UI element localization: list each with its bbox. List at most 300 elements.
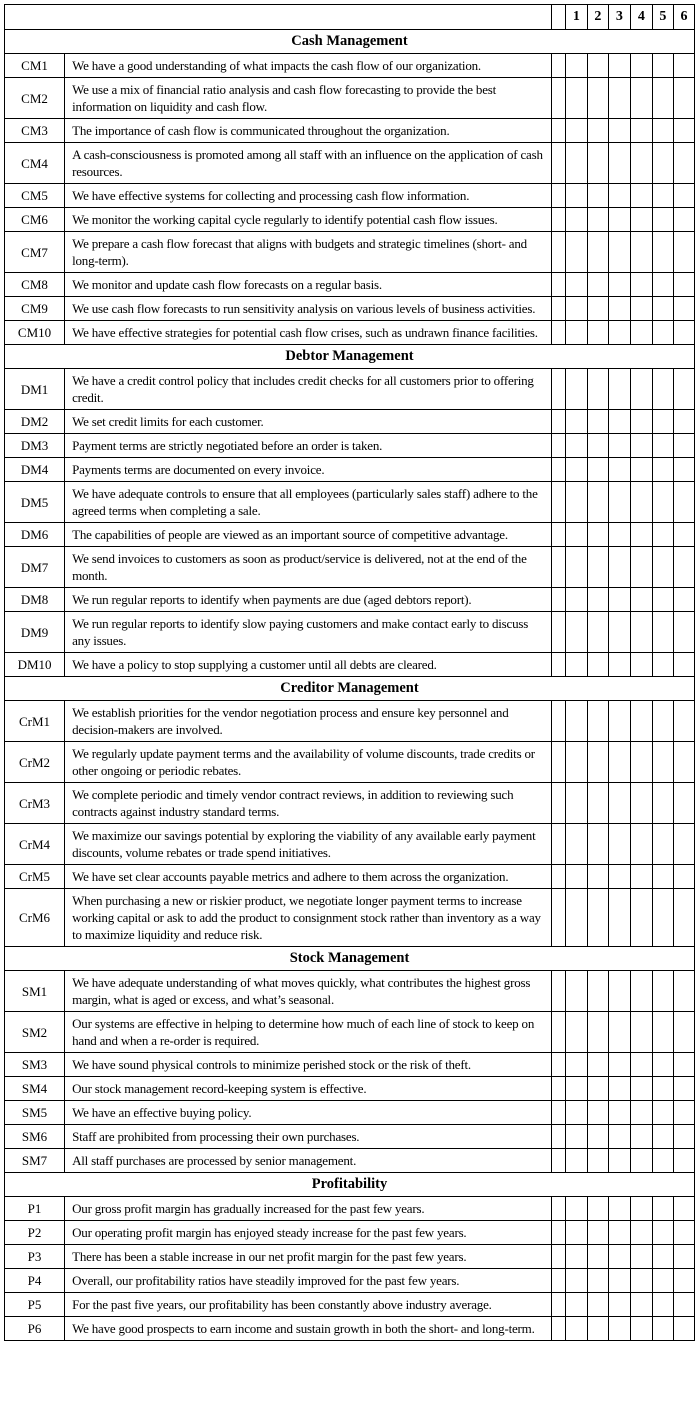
gap-cell [551,321,565,345]
item-statement: We use a mix of financial ratio analysis and cash flow forecasting to provide the best information on liquidity and cash flow. [65,78,552,119]
rating-cell-4[interactable] [630,1317,652,1341]
rating-cell-3[interactable] [608,54,630,78]
rating-cell-4[interactable] [630,588,652,612]
rating-cell-2[interactable] [587,232,608,273]
gap-cell [551,547,565,588]
rating-cell-4[interactable] [630,434,652,458]
rating-cell-1[interactable] [565,321,587,345]
rating-cell-5[interactable] [652,297,673,321]
rating-cell-2[interactable] [587,547,608,588]
rating-cell-4[interactable] [630,184,652,208]
rating-cell-3[interactable] [608,1077,630,1101]
rating-cell-3[interactable] [608,971,630,1012]
rating-cell-3[interactable] [608,482,630,523]
rating-cell-3[interactable] [608,1293,630,1317]
rating-cell-1[interactable] [565,653,587,677]
rating-cell-5[interactable] [652,1245,673,1269]
rating-cell-4[interactable] [630,889,652,947]
rating-cell-1[interactable] [565,119,587,143]
gap-cell [551,824,565,865]
rating-cell-4[interactable] [630,612,652,653]
gap-cell [551,369,565,410]
item-code: CM5 [5,184,65,208]
table-row [5,297,695,321]
rating-cell-2[interactable] [587,184,608,208]
gap-cell [551,612,565,653]
rating-cell-5[interactable] [652,143,673,184]
rating-cell-2[interactable] [587,321,608,345]
rating-cell-6[interactable] [673,1317,694,1341]
item-statement: Our systems are effective in helping to determine how much of each line of stock to keep on hand and when a re-order is required. [65,1012,552,1053]
rating-cell-3[interactable] [608,1125,630,1149]
gap-cell [551,482,565,523]
rating-cell-4[interactable] [630,1293,652,1317]
rating-cell-6[interactable] [673,1077,694,1101]
rating-cell-3[interactable] [608,612,630,653]
item-code: CM8 [5,273,65,297]
rating-cell-6[interactable] [673,273,694,297]
rating-cell-4[interactable] [630,742,652,783]
rating-cell-1[interactable] [565,1125,587,1149]
section-row [5,677,695,701]
rating-cell-6[interactable] [673,1269,694,1293]
rating-cell-3[interactable] [608,1197,630,1221]
rating-cell-3[interactable] [608,458,630,482]
rating-cell-4[interactable] [630,1012,652,1053]
rating-cell-6[interactable] [673,523,694,547]
rating-cell-5[interactable] [652,653,673,677]
rating-cell-2[interactable] [587,458,608,482]
item-statement: Overall, our profitability ratios have steadily improved for the past few years. [65,1269,552,1293]
rating-cell-1[interactable] [565,824,587,865]
rating-cell-4[interactable] [630,1221,652,1245]
section-title: Debtor Management [5,345,695,369]
rating-cell-3[interactable] [608,1269,630,1293]
rating-cell-2[interactable] [587,971,608,1012]
rating-cell-3[interactable] [608,119,630,143]
rating-cell-1[interactable] [565,1269,587,1293]
rating-cell-5[interactable] [652,78,673,119]
rating-cell-1[interactable] [565,1077,587,1101]
rating-cell-4[interactable] [630,78,652,119]
rating-cell-5[interactable] [652,458,673,482]
rating-cell-4[interactable] [630,458,652,482]
rating-cell-1[interactable] [565,1012,587,1053]
rating-cell-3[interactable] [608,547,630,588]
header-empty-cell [5,5,552,30]
rating-cell-5[interactable] [652,783,673,824]
item-statement: We monitor the working capital cycle regularly to identify potential cash flow issues. [65,208,552,232]
rating-cell-5[interactable] [652,208,673,232]
rating-cell-6[interactable] [673,1125,694,1149]
rating-cell-1[interactable] [565,369,587,410]
rating-cell-1[interactable] [565,1317,587,1341]
rating-cell-1[interactable] [565,523,587,547]
rating-cell-2[interactable] [587,824,608,865]
item-statement: There has been a stable increase in our net profit margin for the past few years. [65,1245,552,1269]
rating-cell-3[interactable] [608,143,630,184]
rating-cell-6[interactable] [673,321,694,345]
rating-cell-3[interactable] [608,1317,630,1341]
item-code: DM5 [5,482,65,523]
rating-cell-2[interactable] [587,1293,608,1317]
rating-cell-2[interactable] [587,410,608,434]
rating-cell-5[interactable] [652,1053,673,1077]
rating-cell-6[interactable] [673,410,694,434]
rating-cell-4[interactable] [630,119,652,143]
rating-cell-2[interactable] [587,742,608,783]
rating-cell-3[interactable] [608,783,630,824]
rating-cell-3[interactable] [608,410,630,434]
rating-cell-6[interactable] [673,143,694,184]
item-code: DM4 [5,458,65,482]
rating-cell-5[interactable] [652,1197,673,1221]
rating-cell-6[interactable] [673,971,694,1012]
rating-cell-2[interactable] [587,208,608,232]
rating-cell-5[interactable] [652,482,673,523]
rating-cell-4[interactable] [630,1245,652,1269]
rating-cell-1[interactable] [565,1245,587,1269]
rating-cell-3[interactable] [608,865,630,889]
rating-cell-2[interactable] [587,889,608,947]
rating-cell-5[interactable] [652,184,673,208]
item-code: P6 [5,1317,65,1341]
rating-cell-1[interactable] [565,208,587,232]
table-row [5,434,695,458]
rating-cell-6[interactable] [673,547,694,588]
rating-cell-5[interactable] [652,273,673,297]
item-statement: We use cash flow forecasts to run sensitivity analysis on various levels of business activities. [65,297,552,321]
section-title: Stock Management [5,947,695,971]
rating-cell-4[interactable] [630,482,652,523]
rating-cell-5[interactable] [652,54,673,78]
table-row [5,410,695,434]
rating-cell-5[interactable] [652,742,673,783]
rating-cell-1[interactable] [565,1197,587,1221]
rating-cell-6[interactable] [673,742,694,783]
rating-cell-2[interactable] [587,653,608,677]
rating-cell-6[interactable] [673,701,694,742]
rating-cell-5[interactable] [652,1012,673,1053]
rating-cell-4[interactable] [630,208,652,232]
rating-cell-3[interactable] [608,824,630,865]
rating-cell-2[interactable] [587,1221,608,1245]
rating-cell-6[interactable] [673,1197,694,1221]
item-code: DM6 [5,523,65,547]
table-row [5,1077,695,1101]
rating-cell-5[interactable] [652,612,673,653]
item-code: P5 [5,1293,65,1317]
rating-cell-6[interactable] [673,824,694,865]
rating-cell-3[interactable] [608,701,630,742]
rating-cell-1[interactable] [565,458,587,482]
item-code: CrM2 [5,742,65,783]
rating-cell-4[interactable] [630,1149,652,1173]
rating-cell-1[interactable] [565,588,587,612]
item-code: DM9 [5,612,65,653]
rating-cell-3[interactable] [608,208,630,232]
rating-cell-5[interactable] [652,410,673,434]
rating-cell-1[interactable] [565,889,587,947]
rating-cell-4[interactable] [630,701,652,742]
rating-cell-4[interactable] [630,1125,652,1149]
rating-cell-5[interactable] [652,321,673,345]
rating-cell-1[interactable] [565,783,587,824]
rating-cell-4[interactable] [630,143,652,184]
rating-cell-5[interactable] [652,1221,673,1245]
rating-cell-6[interactable] [673,865,694,889]
rating-cell-2[interactable] [587,143,608,184]
rating-cell-2[interactable] [587,119,608,143]
table-row [5,971,695,1012]
rating-cell-4[interactable] [630,1269,652,1293]
rating-cell-2[interactable] [587,783,608,824]
item-code: CM4 [5,143,65,184]
rating-cell-2[interactable] [587,701,608,742]
item-statement: We run regular reports to identify slow paying customers and make contact early to discuss any issues. [65,612,552,653]
rating-cell-1[interactable] [565,54,587,78]
table-row [5,783,695,824]
rating-cell-5[interactable] [652,1293,673,1317]
rating-cell-2[interactable] [587,1012,608,1053]
rating-cell-3[interactable] [608,588,630,612]
table-row [5,1125,695,1149]
item-statement: We maximize our savings potential by exploring the viability of any available early payment discounts, volume rebates or trade spend initiatives. [65,824,552,865]
rating-cell-5[interactable] [652,701,673,742]
table-row [5,824,695,865]
item-code: SM4 [5,1077,65,1101]
item-code: CrM5 [5,865,65,889]
rating-cell-6[interactable] [673,612,694,653]
rating-cell-6[interactable] [673,653,694,677]
rating-cell-2[interactable] [587,434,608,458]
rating-cell-4[interactable] [630,273,652,297]
rating-cell-4[interactable] [630,321,652,345]
rating-cell-4[interactable] [630,824,652,865]
rating-cell-4[interactable] [630,523,652,547]
rating-cell-1[interactable] [565,865,587,889]
rating-cell-6[interactable] [673,232,694,273]
rating-cell-5[interactable] [652,1101,673,1125]
rating-cell-6[interactable] [673,1101,694,1125]
rating-cell-1[interactable] [565,78,587,119]
table-row [5,458,695,482]
rating-cell-5[interactable] [652,1269,673,1293]
rating-cell-6[interactable] [673,588,694,612]
rating-cell-6[interactable] [673,1245,694,1269]
rating-cell-6[interactable] [673,1293,694,1317]
rating-cell-1[interactable] [565,1221,587,1245]
rating-cell-3[interactable] [608,653,630,677]
rating-cell-4[interactable] [630,1197,652,1221]
rating-cell-1[interactable] [565,143,587,184]
rating-cell-5[interactable] [652,232,673,273]
section-row [5,1173,695,1197]
rating-cell-6[interactable] [673,184,694,208]
rating-cell-6[interactable] [673,1149,694,1173]
rating-cell-3[interactable] [608,232,630,273]
rating-cell-1[interactable] [565,1293,587,1317]
rating-cell-4[interactable] [630,54,652,78]
rating-cell-2[interactable] [587,369,608,410]
rating-cell-2[interactable] [587,1197,608,1221]
rating-cell-2[interactable] [587,54,608,78]
rating-cell-3[interactable] [608,1053,630,1077]
rating-cell-6[interactable] [673,434,694,458]
rating-cell-3[interactable] [608,1245,630,1269]
rating-cell-3[interactable] [608,1149,630,1173]
rating-cell-1[interactable] [565,971,587,1012]
rating-cell-4[interactable] [630,783,652,824]
rating-cell-5[interactable] [652,547,673,588]
rating-cell-5[interactable] [652,1317,673,1341]
rating-cell-5[interactable] [652,889,673,947]
rating-cell-5[interactable] [652,434,673,458]
rating-cell-4[interactable] [630,1101,652,1125]
rating-cell-5[interactable] [652,588,673,612]
rating-cell-3[interactable] [608,369,630,410]
rating-cell-2[interactable] [587,523,608,547]
table-row [5,742,695,783]
gap-cell [551,273,565,297]
rating-cell-3[interactable] [608,434,630,458]
rating-cell-4[interactable] [630,1077,652,1101]
item-statement: We have a good understanding of what impacts the cash flow of our organization. [65,54,552,78]
rating-cell-6[interactable] [673,119,694,143]
rating-cell-2[interactable] [587,612,608,653]
rating-cell-6[interactable] [673,369,694,410]
rating-column-header-6: 6 [673,5,694,30]
rating-cell-5[interactable] [652,1077,673,1101]
rating-cell-1[interactable] [565,742,587,783]
gap-cell [551,119,565,143]
rating-cell-6[interactable] [673,1053,694,1077]
rating-cell-5[interactable] [652,971,673,1012]
item-statement: A cash-consciousness is promoted among all staff with an influence on the application of cash resources. [65,143,552,184]
rating-cell-3[interactable] [608,742,630,783]
rating-cell-6[interactable] [673,1012,694,1053]
rating-cell-6[interactable] [673,482,694,523]
rating-cell-4[interactable] [630,410,652,434]
rating-cell-2[interactable] [587,1245,608,1269]
table-row [5,889,695,947]
rating-cell-4[interactable] [630,1053,652,1077]
rating-cell-6[interactable] [673,889,694,947]
rating-cell-1[interactable] [565,1053,587,1077]
rating-cell-2[interactable] [587,273,608,297]
rating-cell-1[interactable] [565,482,587,523]
rating-cell-3[interactable] [608,297,630,321]
gap-cell [551,1269,565,1293]
rating-cell-2[interactable] [587,865,608,889]
rating-cell-6[interactable] [673,783,694,824]
rating-cell-4[interactable] [630,232,652,273]
rating-cell-5[interactable] [652,369,673,410]
rating-cell-3[interactable] [608,78,630,119]
rating-cell-2[interactable] [587,297,608,321]
rating-cell-1[interactable] [565,434,587,458]
item-statement: When purchasing a new or riskier product, we negotiate longer payment terms to increase working capital or ask to add the product to consignment stock rather than inventory as a way to maximize liquidity and reduce risk. [65,889,552,947]
rating-cell-6[interactable] [673,297,694,321]
item-statement: All staff purchases are processed by senior management. [65,1149,552,1173]
table-row [5,1269,695,1293]
item-statement: We have a credit control policy that includes credit checks for all customers prior to offering credit. [65,369,552,410]
rating-cell-5[interactable] [652,119,673,143]
rating-cell-1[interactable] [565,547,587,588]
rating-cell-5[interactable] [652,1125,673,1149]
item-statement: We have adequate understanding of what moves quickly, what contributes the highest gross margin, what is aged or excess, and what’s seasonal. [65,971,552,1012]
rating-cell-6[interactable] [673,54,694,78]
rating-cell-1[interactable] [565,273,587,297]
rating-cell-2[interactable] [587,1149,608,1173]
rating-cell-3[interactable] [608,321,630,345]
gap-cell [551,1293,565,1317]
rating-cell-4[interactable] [630,297,652,321]
rating-column-header-1: 1 [565,5,587,30]
rating-cell-4[interactable] [630,971,652,1012]
rating-cell-3[interactable] [608,184,630,208]
rating-cell-1[interactable] [565,701,587,742]
item-code: P1 [5,1197,65,1221]
item-code: P3 [5,1245,65,1269]
rating-cell-6[interactable] [673,458,694,482]
rating-cell-5[interactable] [652,865,673,889]
gap-cell [551,297,565,321]
gap-cell [551,1245,565,1269]
rating-cell-1[interactable] [565,1101,587,1125]
rating-cell-2[interactable] [587,1317,608,1341]
rating-cell-5[interactable] [652,1149,673,1173]
rating-cell-4[interactable] [630,865,652,889]
rating-cell-1[interactable] [565,612,587,653]
rating-cell-2[interactable] [587,1053,608,1077]
rating-cell-4[interactable] [630,369,652,410]
rating-cell-3[interactable] [608,1101,630,1125]
rating-cell-2[interactable] [587,588,608,612]
rating-cell-5[interactable] [652,824,673,865]
rating-cell-6[interactable] [673,78,694,119]
rating-cell-3[interactable] [608,523,630,547]
item-code: SM5 [5,1101,65,1125]
rating-cell-2[interactable] [587,482,608,523]
rating-cell-4[interactable] [630,653,652,677]
item-statement: We prepare a cash flow forecast that aligns with budgets and strategic timelines (short- and long-term). [65,232,552,273]
rating-cell-1[interactable] [565,232,587,273]
rating-cell-4[interactable] [630,547,652,588]
rating-cell-2[interactable] [587,1101,608,1125]
rating-cell-1[interactable] [565,184,587,208]
item-code: CrM4 [5,824,65,865]
rating-cell-2[interactable] [587,1269,608,1293]
rating-cell-3[interactable] [608,1221,630,1245]
rating-cell-2[interactable] [587,78,608,119]
rating-cell-2[interactable] [587,1077,608,1101]
rating-cell-1[interactable] [565,297,587,321]
rating-cell-1[interactable] [565,1149,587,1173]
gap-cell [551,865,565,889]
gap-cell [551,1317,565,1341]
rating-cell-6[interactable] [673,208,694,232]
rating-cell-3[interactable] [608,889,630,947]
rating-cell-2[interactable] [587,1125,608,1149]
rating-cell-5[interactable] [652,523,673,547]
rating-cell-1[interactable] [565,410,587,434]
rating-cell-3[interactable] [608,1012,630,1053]
rating-cell-6[interactable] [673,1221,694,1245]
item-statement: We have good prospects to earn income and sustain growth in both the short- and long-term. [65,1317,552,1341]
rating-cell-3[interactable] [608,273,630,297]
item-code: DM1 [5,369,65,410]
